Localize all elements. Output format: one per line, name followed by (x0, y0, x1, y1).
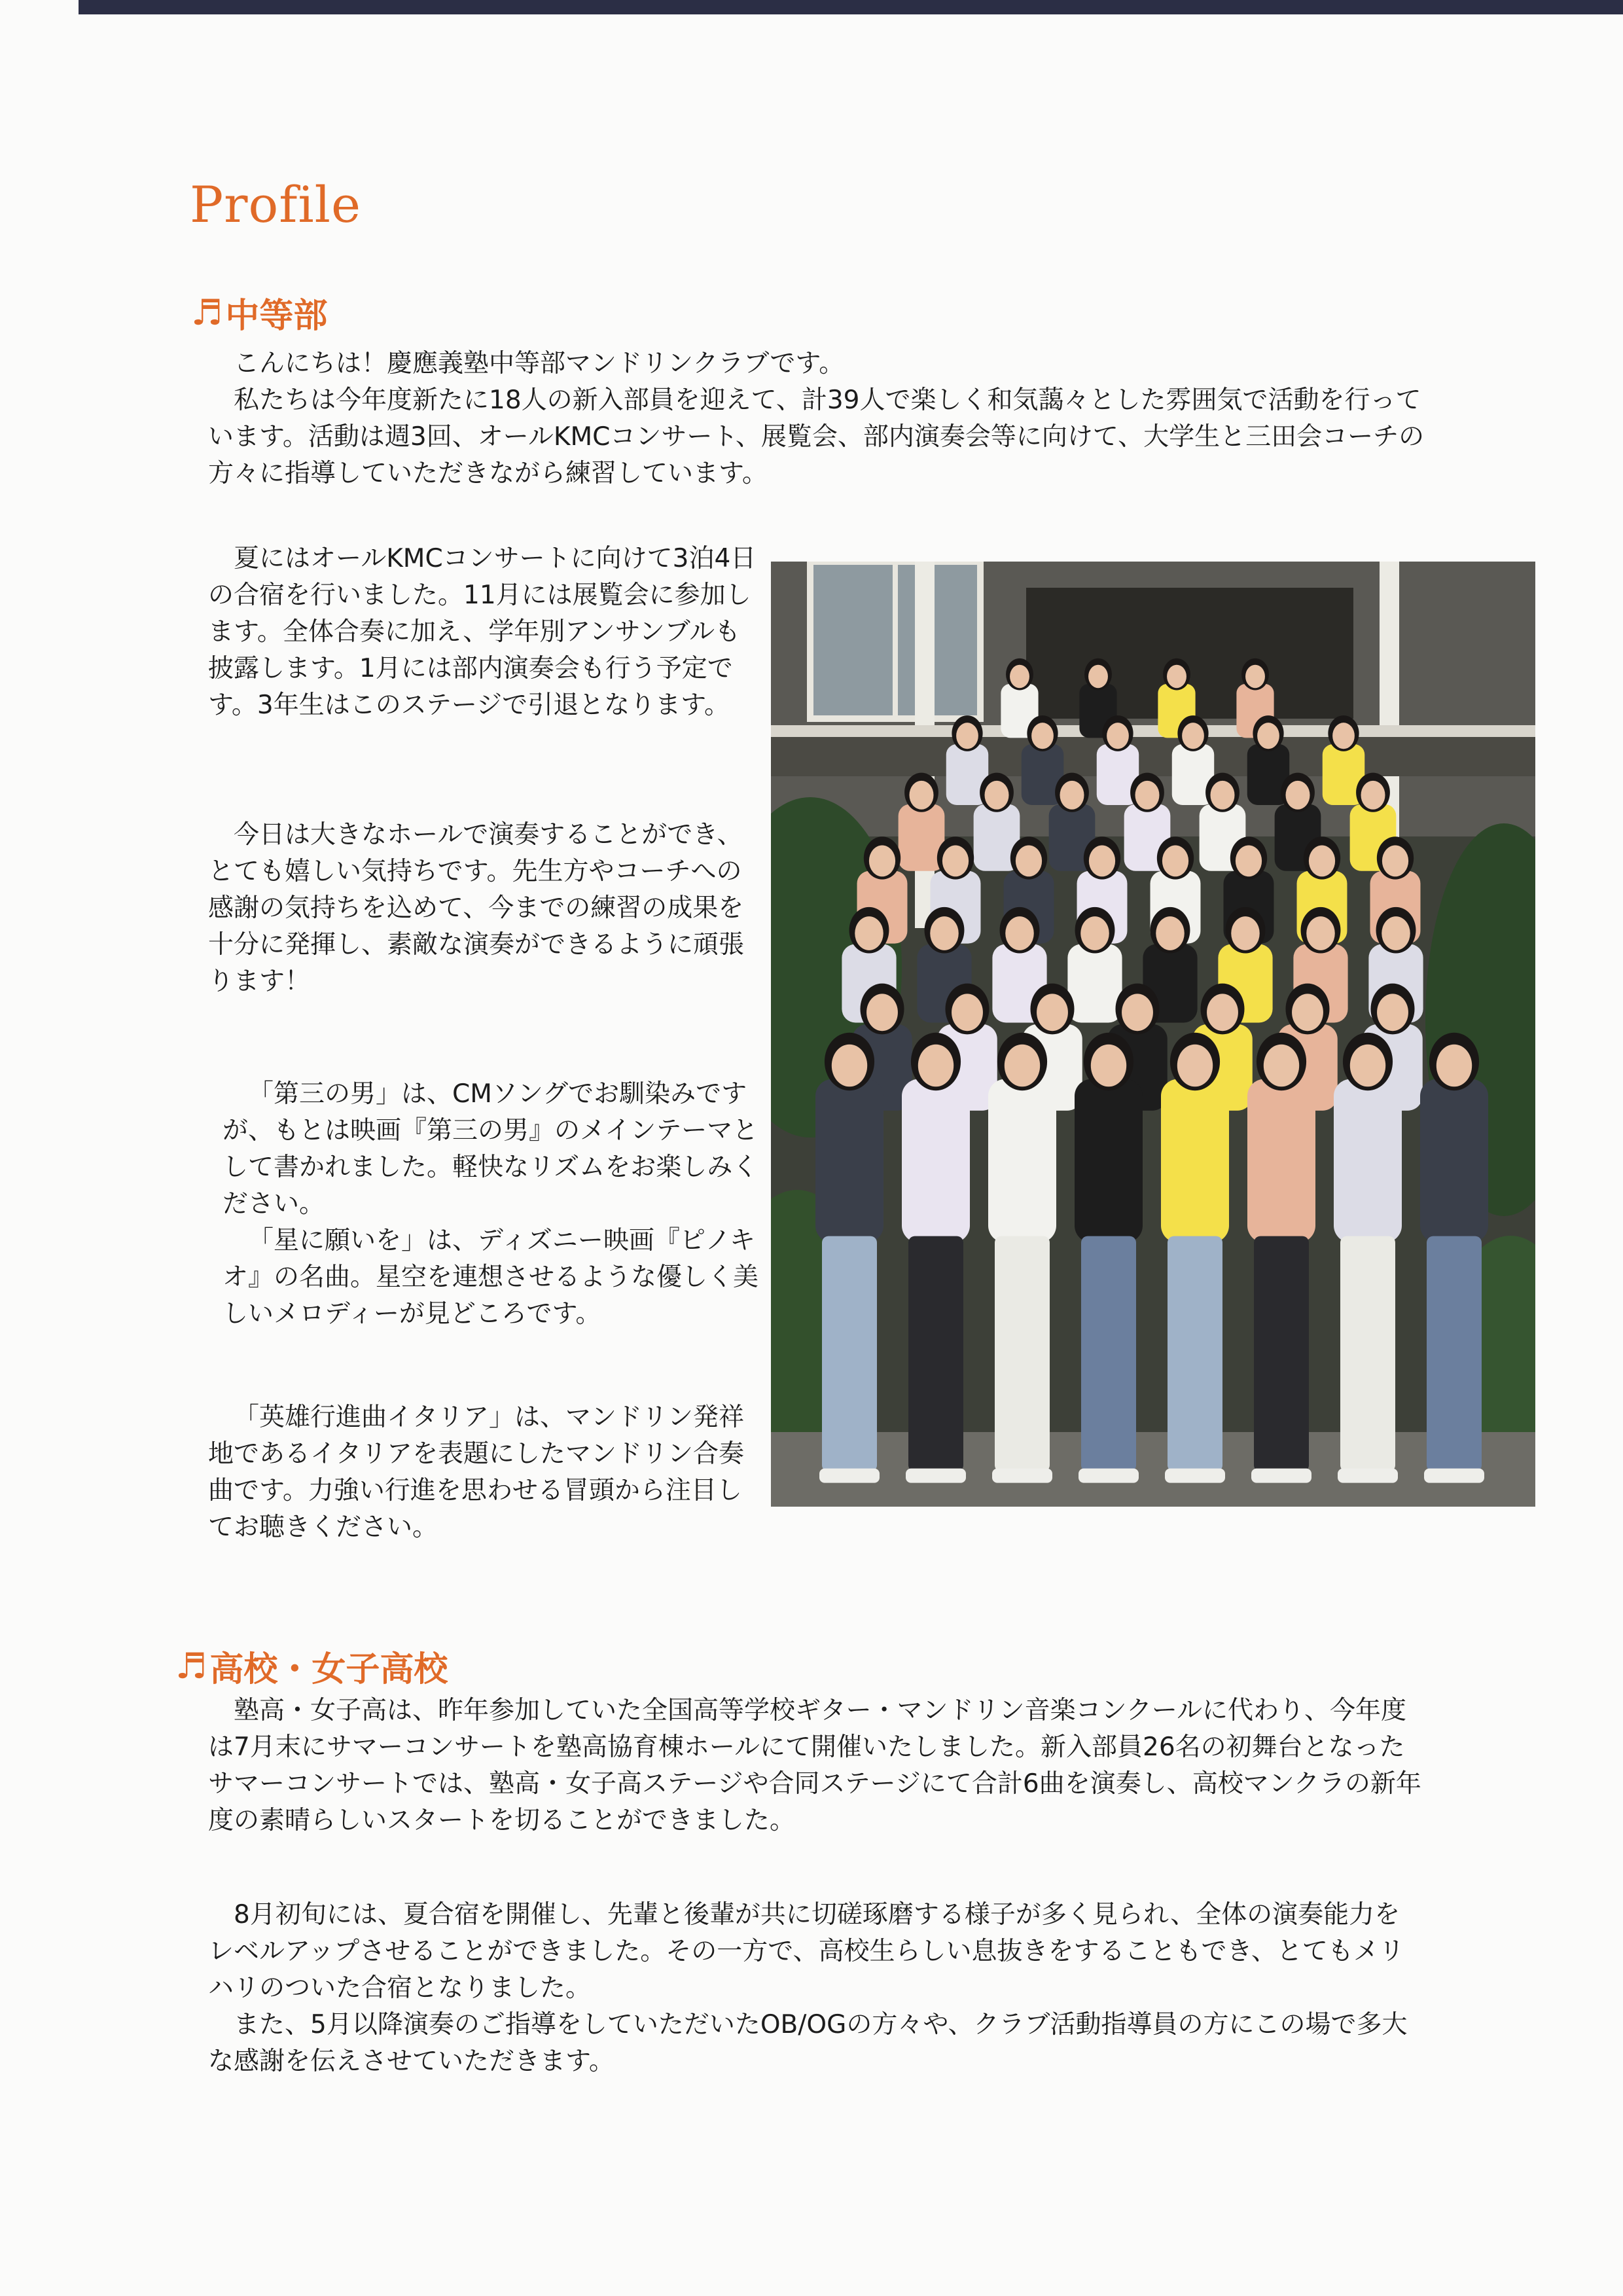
piece-note-wish-upon-a-star: 「星に願いを」は、ディズニー映画『ピノキオ』の名曲。星空を連想させるような優しく美しいメロディーが見どころです。 (223, 1226, 759, 1329)
piece-note-italia-text: 「英雄行進曲イタリア」は、マンドリン発祥地であるイタリアを表題にしたマンドリン合奏曲です。力強い行進を思わせる冒頭から注目してお聴きください。 (208, 1403, 745, 1542)
group-photo (771, 562, 1535, 1507)
koko-paragraph-2: 8月初旬には、夏合宿を開催し、先輩と後輩が共に切磋琢磨する様子が多く見られ、全体の演奏能力をレベルアップさせることができました。その一方で、高校生らしい息抜きをすることもでき、とてもメリハリのついた合宿となりました。 (208, 1900, 1404, 2003)
koko-paragraph-3: また、5月以降演奏のご指導をしていただいたOB/OGの方々や、クラブ活動指導員の方にこの場で多大な感謝を伝えさせていただきます。 (208, 2010, 1408, 2076)
chutobu-paragraph-1: こんにちは！慶應義塾中等部マンドリンクラブです。 (234, 349, 845, 378)
section-heading-text: 中等部 (225, 296, 328, 336)
chutobu-paragraph-2: 私たちは今年度新たに18人の新入部員を迎えて、計39人で楽しく和気藹々とした雰囲気で活動を行っています。活動は週3回、オールKMCコンサート、展覧会、部内演奏会等に向けて、大学生と三田会コーチの方々に指導していただきながら練習しています。 (208, 386, 1425, 488)
photo-person (902, 1033, 970, 1483)
section-heading-chutobu (191, 288, 327, 337)
koko-paragraph-1: 塾高・女子高は、昨年参加していた全国高等学校ギター・マンドリン音楽コンクールに代わり、今年度は7月末にサマーコンサートを塾高協育棟ホールにて開催いたしました。新入部員26名の初舞台となったサマーコンサートでは、塾高・女子高ステージや合同ステージにて合計6曲を演奏し、高校マンクラの新年度の素晴らしいスタートを切ることができました。 (208, 1696, 1421, 1835)
chutobu-paragraph-4: 今日は大きなホールで演奏することができ、とても嬉しい気持ちです。先生方やコーチへの感謝の気持ちを込めて、今までの練習の成果を十分に発揮し、素敵な演奏ができるように頑張ります！ (208, 820, 745, 996)
photo-person (1247, 1033, 1315, 1483)
photo-person (1420, 1033, 1488, 1483)
piece-note-italia (208, 1399, 869, 1546)
photo-person (815, 1033, 883, 1483)
photo-person (988, 1033, 1056, 1483)
section-heading-koko (175, 1641, 448, 1691)
photo-person (1161, 1033, 1229, 1483)
section-heading-text: 高校・女子高校 (209, 1650, 448, 1689)
photo-person (1075, 1033, 1143, 1483)
top-rule (79, 0, 1623, 14)
music-note-icon: ♬ (175, 1645, 207, 1687)
photo-person (1334, 1033, 1402, 1483)
photo-person (1067, 907, 1122, 1023)
page-title: Profile (190, 175, 361, 234)
chutobu-paragraph-3: 夏にはオールKMCコンサートに向けて3泊4日の合宿を行いました。11月には展覧会に参加します。全体合奏に加え、学年別アンサンブルも披露します。1月には部内演奏会も行う予定です。3年生はこのステージで引退となります。 (208, 544, 757, 720)
group-photo-illustration (771, 562, 1535, 1507)
music-note-icon: ♬ (191, 292, 223, 333)
piece-note-third-man: 「第三の男」は、CMソングでお馴染みですが、もとは映画『第三の男』のメインテーマとして書かれました。軽快なリズムをお楽しみください。 (223, 1079, 758, 1219)
